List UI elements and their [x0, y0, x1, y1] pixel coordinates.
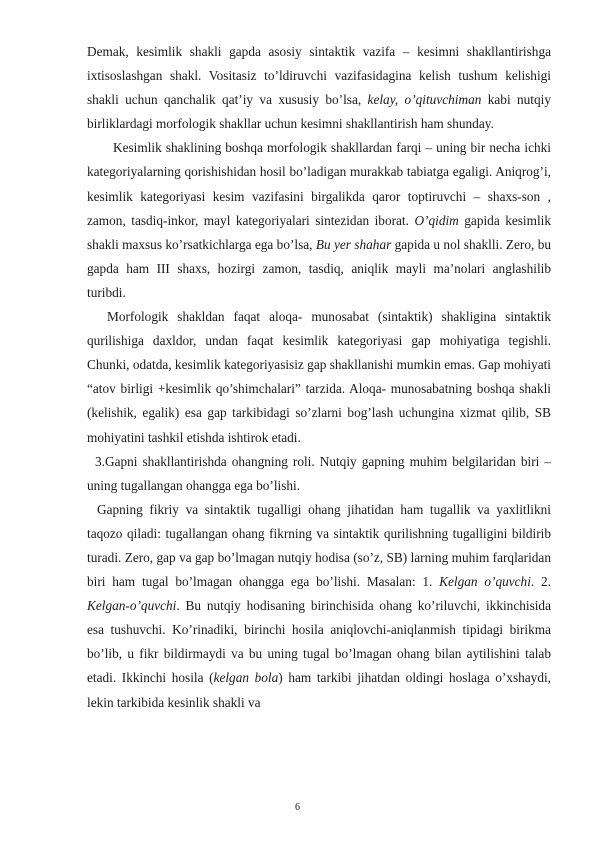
paragraph-1-italic: kelay, o’qituvchiman: [367, 92, 482, 108]
paragraph-5-text-b: . 2.: [530, 574, 551, 590]
paragraph-5-text-c: . Bu nutqiy hodisaning birinchisida ohang ko’riluvchi, ikkinchisida esa tushuvchi. Ko’rinadiki, birinchi hosila aniqlovchi-aniqlanmish tipidagi birikma bo’lib, u fikr bildirmaydi va bu uning tugal bo’lmagan ohang bilan aytilishini talab etadi. Ikkinchi hosila (: [87, 598, 551, 686]
paragraph-5: [87, 498, 551, 715]
paragraph-5-text-a: Gapning fikriy va sintaktik tugalligi ohang jihatidan ham tugallik va yaxlitlikni taqozo qiladi: tugallangan ohang fikrning va sintaktik qurilishning tugalligini bildirib turadi. Zero, gap va gap bo’lmagan nutqiy hodisa (so’z, SB) larning muhim farqlaridan biri ham tugal bo’lmagan ohangga ega bo’lishi. Masalan: 1.: [87, 501, 551, 590]
paragraph-1: [87, 40, 551, 136]
paragraph-1-text-b: kabi nutqiy birliklardagi morfologik shakllar uchun kesimni shakllantirish ham shunday.: [87, 92, 551, 132]
paragraph-2-italic-b: Bu yer shahar: [315, 236, 392, 252]
paragraph-2-text-a: Kesimlik shaklining boshqa morfologik shakllardan farqi – uning bir necha ichki kategoriyalarning qorishishidan hosil bo’ladigan murakkab tabiatga egaligi. Aniqrog’i, kesimlik kategoriyasi kesim vazifasini birgalikda qaror toptiruvchi – shaxs-son , zamon, tasdiq-inkor, mayl kategoriyalari sintezidan iborat.: [87, 140, 551, 228]
paragraph-5-italic-c: kelgan bola: [213, 670, 279, 686]
paragraph-2-text-c: gapida u nol shaklli. Zero, bu gapda ham III shaxs, hozirgi zamon, tasdiq, aniqlik mayli ma’nolari anglashilib turibdi.: [87, 236, 551, 300]
paragraph-5-italic-a: Kelgan o’quvchi: [439, 574, 531, 590]
paragraph-2-italic-a: O’qidim: [414, 212, 459, 228]
paragraph-5-italic-b: Kelgan-o’quvchi: [87, 598, 177, 614]
document-body: [87, 40, 551, 715]
paragraph-5-text-d: ) ham tarkibi jihatdan oldingi hoslaga o’xshaydi, lekin tarkibida kesinlik shakli va: [87, 670, 551, 710]
paragraph-4: 3.Gapni shakllantirishda ohangning roli. Nutqiy gapning muhim belgilaridan biri – uning tugallangan ohangga ega bo’lishi.: [87, 453, 551, 493]
paragraph-2: [87, 136, 551, 305]
paragraph-3: Morfologik shakldan faqat aloqa- munosabat (sintaktik) shakligina sintaktik qurilishiga daxldor, undan faqat kesimlik kategoriyasi gap mohiyatiga tegishli. Chunki, odatda, kesimlik kategoriyasisiz gap shakllanishi mumkin emas. Gap mohiyati “atov birligi +kesimlik qo’shimchalari” tarzida. Aloqa- munosabatning boshqa shakli (kelishik, egalik) esa gap tarkibidagi so’zlarni bog’lash uchungina xizmat qilib, SB mohiyatini tashkil etishda ishtirok etadi.: [87, 309, 551, 445]
paragraph-2-text-b: gapida kesimlik shakli maxsus ko’rsatkichlarga ega bo’lsa,: [87, 212, 552, 252]
paragraph-1-text-a: Demak, kesimlik shakli gapda asosiy sintaktik vazifa – kesimni shakllantirishga ixtisoslashgan shakl. Vositasiz to’ldiruvchi vazifasidagina kelish tushum kelishigi shakli uchun qanchalik qat’iy va xususiy bo’lsa,: [87, 44, 551, 108]
page-number: 6: [295, 802, 300, 813]
